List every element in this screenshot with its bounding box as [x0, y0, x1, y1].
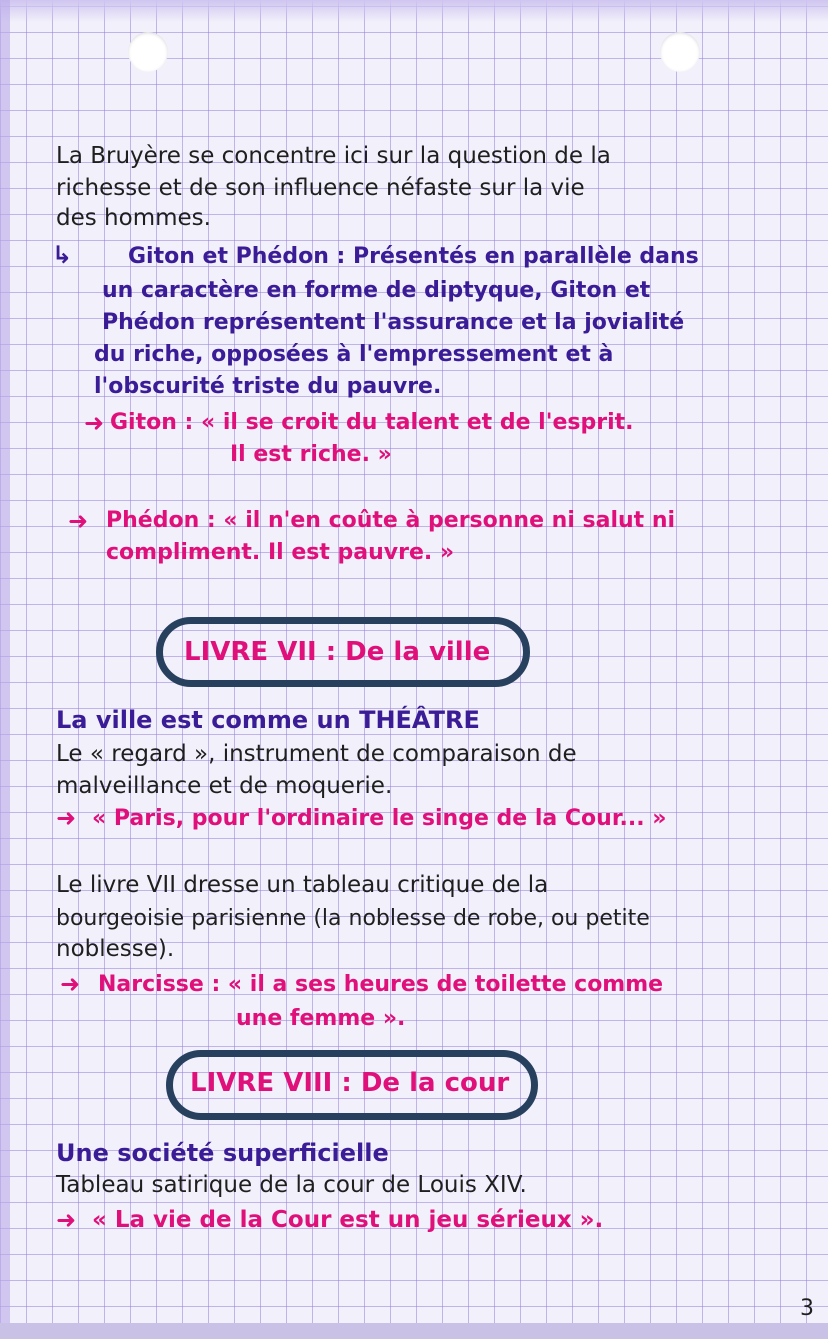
intro-line-1: La Bruyère se concentre ici sur la question de la	[56, 143, 611, 169]
intro-line-3: des hommes.	[56, 205, 211, 231]
page-left-edge	[0, 0, 10, 1339]
arrow-icon: ➜	[68, 507, 89, 535]
intro-line-2: richesse et de son influence néfaste sur la vie	[56, 175, 585, 201]
narcisse-quote-line-2: une femme ».	[236, 1006, 406, 1031]
tableau-line-1: Le livre VII dresse un tableau critique de la	[56, 872, 549, 898]
punch-hole-right	[660, 32, 700, 72]
arrow-icon: ➜	[84, 409, 105, 437]
section-heading: Une société superficielle	[56, 1139, 389, 1167]
arrow-icon: ➜	[56, 804, 77, 832]
page-top-edge	[0, 0, 828, 22]
giton-phedon-line-5: l'obscurité triste du pauvre.	[94, 374, 442, 399]
cour-quote: « La vie de la Cour est un jeu sérieux ».	[92, 1207, 604, 1233]
punch-hole-left	[128, 32, 168, 72]
regard-line-1: Le « regard », instrument de comparaison de	[56, 741, 577, 767]
phedon-quote-line-2: compliment. Il est pauvre. »	[106, 540, 455, 565]
section-heading: La ville est comme un THÉÂTRE	[56, 706, 480, 734]
regard-line-2: malveillance et de moquerie.	[56, 773, 393, 799]
giton-phedon-line-3: Phédon représentent l'assurance et la jovialité	[102, 310, 685, 335]
phedon-quote-line-1: Phédon : « il n'en coûte à personne ni salut ni	[106, 508, 676, 533]
hook-arrow-icon: ↳	[52, 241, 73, 269]
page-bottom-edge	[0, 1323, 828, 1339]
arrow-icon: ➜	[56, 1206, 77, 1234]
satire-line: Tableau satirique de la cour de Louis XIV.	[56, 1172, 527, 1198]
chapter-title: LIVRE VII : De la ville	[184, 637, 491, 667]
narcisse-quote-line-1: Narcisse : « il a ses heures de toilette comme	[98, 972, 664, 997]
giton-quote-line-2: Il est riche. »	[230, 442, 392, 467]
giton-phedon-line-1: Giton et Phédon : Présentés en parallèle dans	[128, 244, 699, 269]
tableau-line-3: noblesse).	[56, 936, 175, 962]
paris-quote: « Paris, pour l'ordinaire le singe de la Cour... »	[92, 806, 667, 831]
chapter-title: LIVRE VIII : De la cour	[190, 1068, 510, 1098]
giton-phedon-line-2: un caractère en forme de diptyque, Giton et	[102, 278, 651, 303]
giton-quote-line-1: Giton : « il se croit du talent et de l'esprit.	[110, 410, 634, 435]
giton-phedon-line-4: du riche, opposées à l'empressement et à	[94, 342, 614, 367]
tableau-line-2: bourgeoisie parisienne (la noblesse de robe, ou petite	[56, 906, 650, 931]
arrow-icon: ➜	[60, 970, 81, 998]
page-number: 3	[800, 1296, 814, 1321]
